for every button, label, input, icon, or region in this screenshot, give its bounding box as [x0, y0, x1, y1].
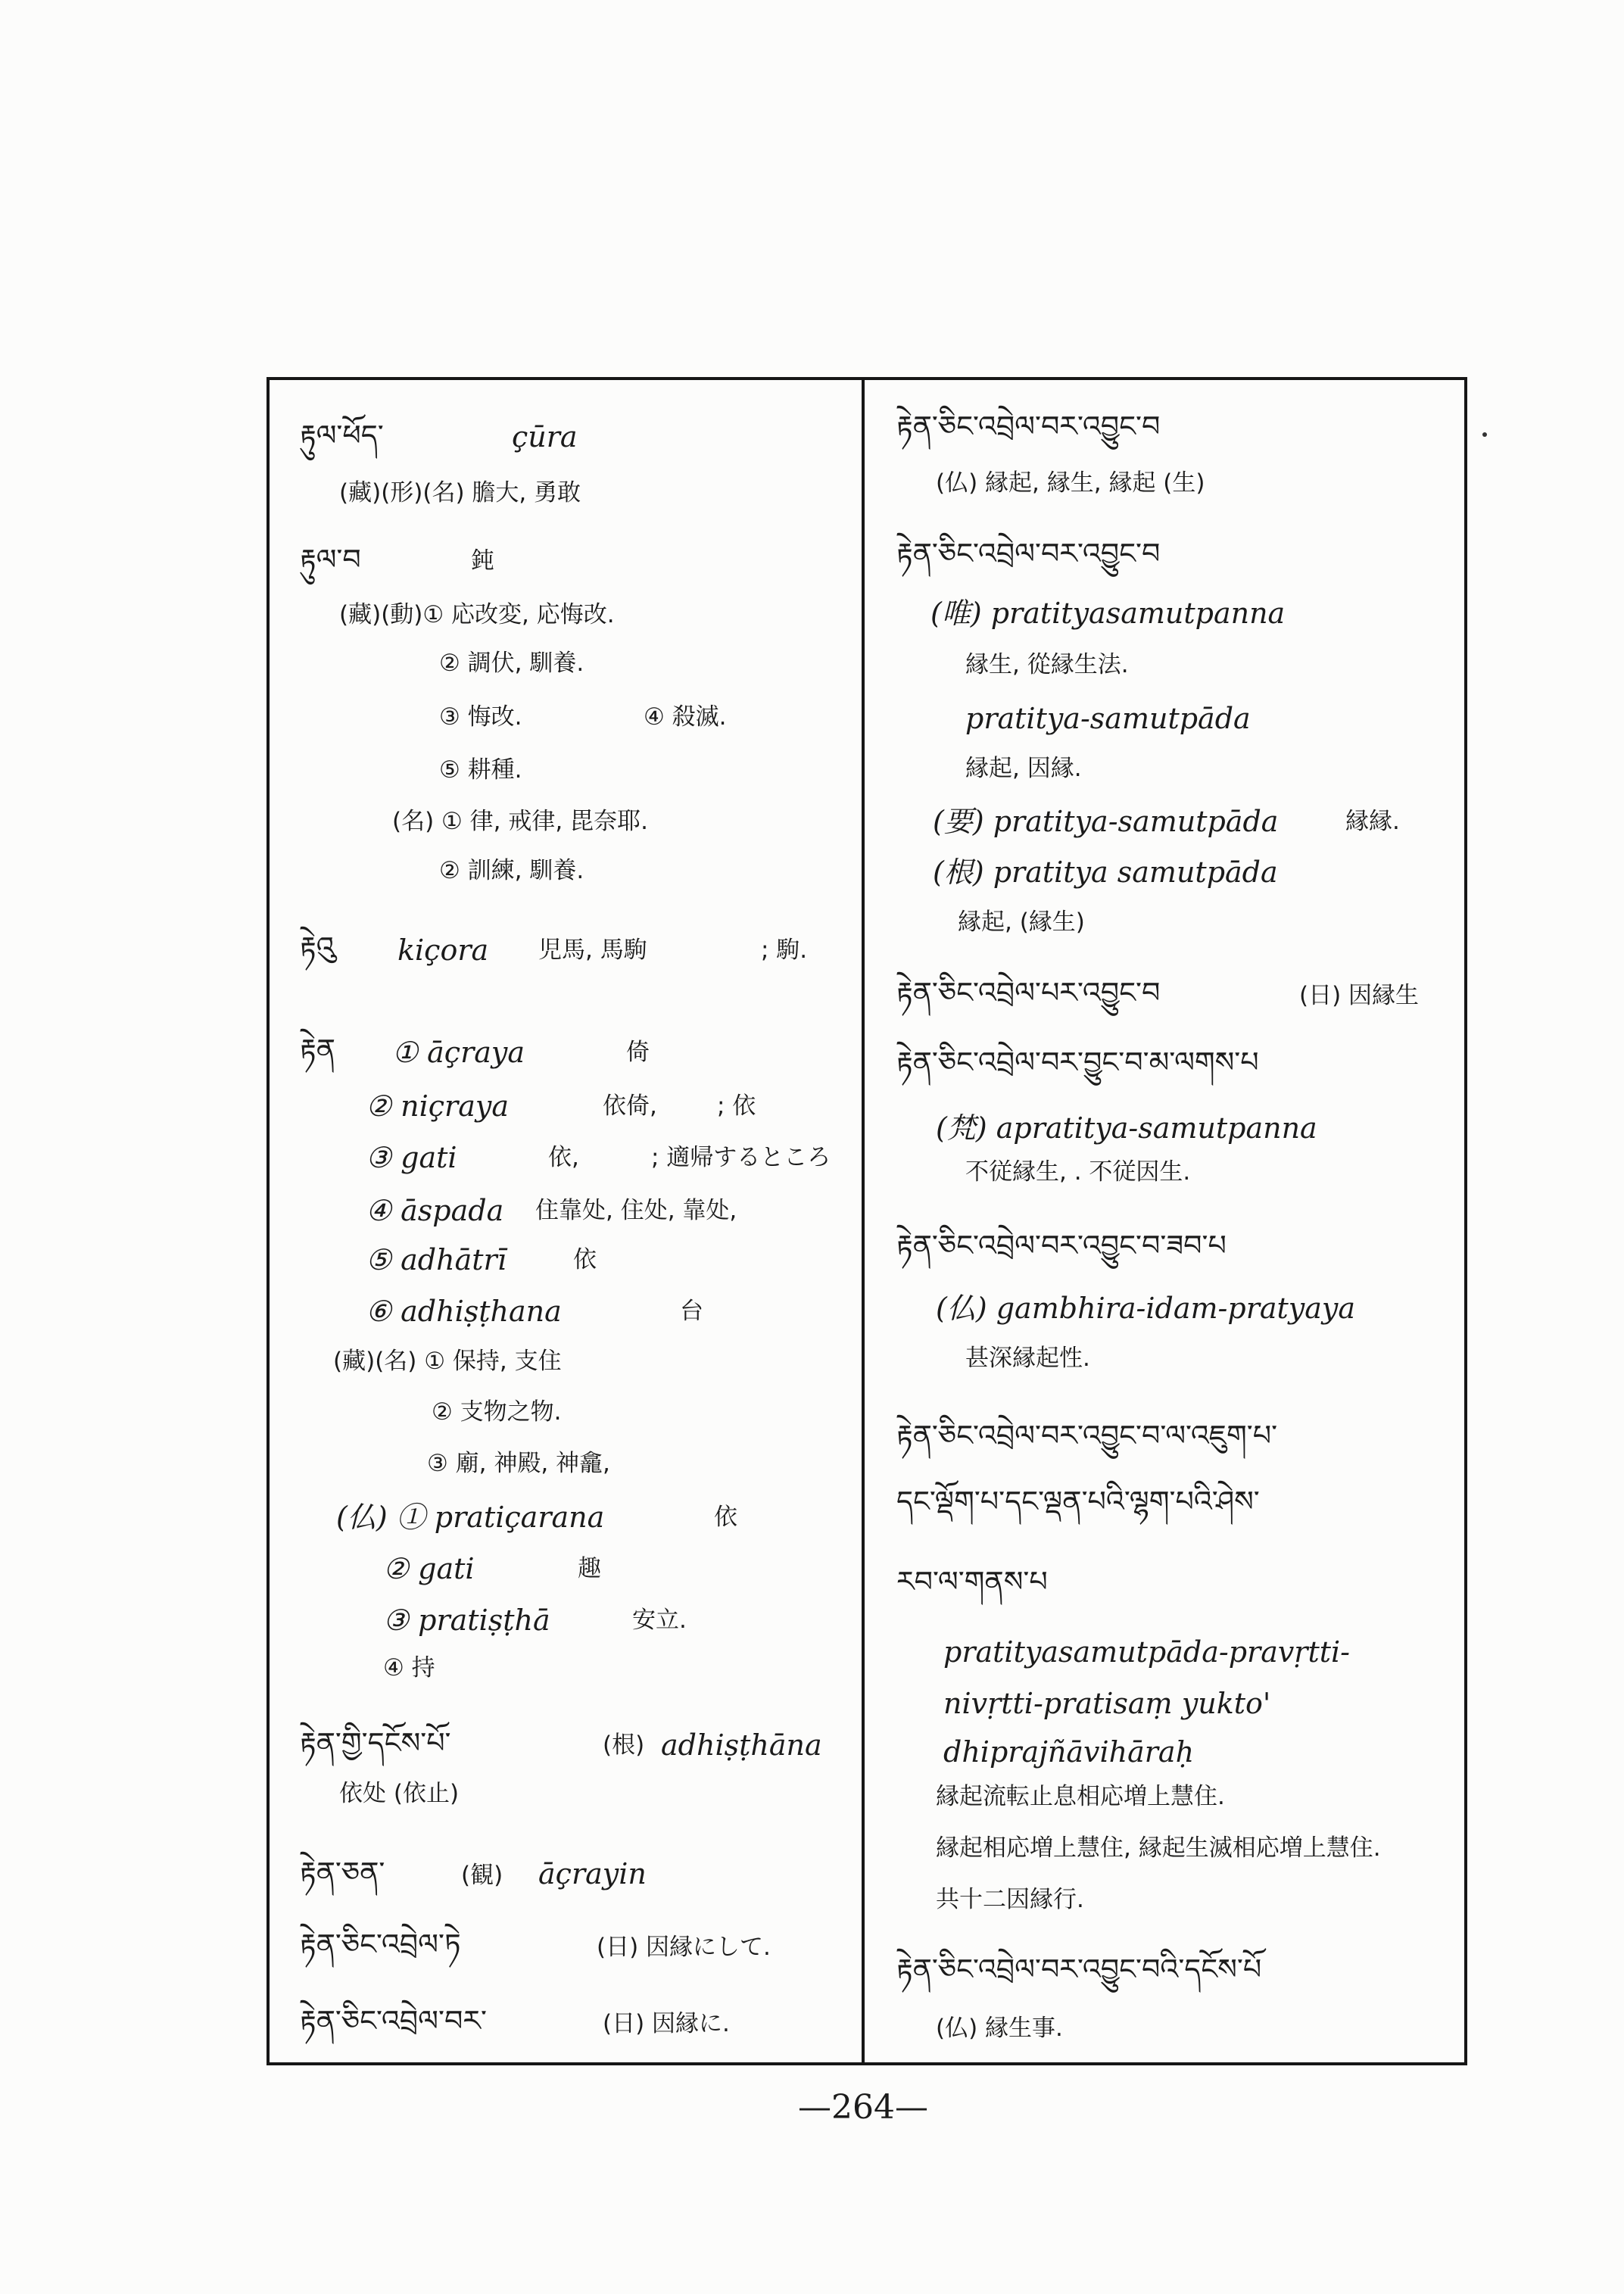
- sense-line: ④ 殺滅.: [644, 703, 727, 731]
- tibetan-headword: རྟེན་ཅིང་འབྲེལ་བར་བྱུང་བ་མ་ལགས་པ: [896, 1046, 1259, 1079]
- sanskrit-term: çūra: [512, 420, 578, 454]
- page-number: —264—: [798, 2088, 928, 2127]
- sanskrit-term: ⑥ adhiṣṭhana: [366, 1295, 562, 1328]
- gloss-text: 縁起, 因縁.: [965, 755, 1082, 782]
- gloss-text: 不従縁生, . 不従因生.: [965, 1158, 1191, 1186]
- sanskrit-term: (仏) ① pratiçarana: [336, 1501, 605, 1534]
- sense-line: ② 支物之物.: [432, 1398, 562, 1426]
- tibetan-headword: རྟེན: [300, 1033, 335, 1066]
- sanskrit-term: (仏) gambhira-idam-pratyaya: [936, 1292, 1356, 1325]
- sense-line: (藏)(名) ① 保持, 支住: [333, 1348, 562, 1375]
- gloss-text: 倚: [626, 1039, 650, 1066]
- tibetan-headword: རྟུལ་བ: [300, 543, 361, 576]
- tibetan-headword: རྟེན་ཅིང་འབྲེལ་བར་འབྱུང་བ་ལ་འཇུག་པ་: [896, 1419, 1278, 1452]
- gloss-text: (日) 因縁にして.: [597, 1934, 771, 1961]
- gloss-text: 住靠处, 住处, 靠处,: [535, 1197, 737, 1224]
- gloss-text: (日) 因縁に.: [603, 2010, 730, 2037]
- tibetan-headword: རབ་ལ་གནས་པ: [896, 1565, 1048, 1598]
- sense-line: 依处 (依止): [339, 1780, 460, 1807]
- tibetan-headword: རྟུལ་ཕོད་: [300, 419, 384, 452]
- gloss-text: 依: [714, 1504, 737, 1531]
- gloss-text: 安立.: [632, 1607, 687, 1634]
- tibetan-headword: དང་ལྡོག་པ་དང་ལྡན་པའི་ལྷག་པའི་ཤེས་: [896, 1485, 1260, 1518]
- gloss-text: 台: [680, 1298, 703, 1325]
- gloss-text: 縁起, (縁生): [958, 909, 1085, 936]
- sense-line: ⑤ 耕種.: [439, 756, 522, 784]
- sanskrit-term: ⑤ adhātrī: [366, 1243, 507, 1276]
- gloss-text: 縁起相応増上慧住, 縁起生滅相応増上慧住.: [936, 1834, 1381, 1862]
- sense-line: ④ 持: [383, 1654, 435, 1682]
- gloss-text: ; 適帰するところ: [651, 1144, 831, 1171]
- tibetan-headword: རྟེན་ཅིང་འབྲེལ་པར་འབྱུང་བ: [896, 976, 1161, 1009]
- gloss-text: 甚深縁起性.: [965, 1345, 1090, 1372]
- gloss-text: 共十二因縁行.: [936, 1886, 1084, 1913]
- gloss-text: 縁縁.: [1345, 808, 1400, 835]
- sanskrit-term: ① āçraya: [392, 1036, 525, 1069]
- sanskrit-term: ② gati: [383, 1552, 475, 1585]
- sense-line: ③ 廟, 神殿, 神龕,: [427, 1450, 610, 1477]
- sanskrit-term: pratitya-samutpāda: [965, 702, 1251, 735]
- tibetan-headword: རྟེའུ: [300, 930, 335, 964]
- gloss-text: 趣: [578, 1555, 601, 1582]
- tibetan-headword: རྟེན་ཅིང་འབྲེལ་བར་འབྱུང་བ: [896, 537, 1161, 570]
- sanskrit-term: adhiṣṭhāna: [661, 1728, 822, 1762]
- tibetan-headword: རྟེན་གྱི་དངོས་པོ་: [300, 1726, 451, 1759]
- sanskrit-term: kiçora: [397, 933, 489, 967]
- tibetan-headword: རྟེན་ཅིང་འབྲེལ་བར་འབྱུང་བ་ཟབ་པ: [896, 1229, 1227, 1262]
- sanskrit-term: ② niçraya: [366, 1089, 509, 1123]
- sense-line: ③ 悔改.: [439, 703, 522, 731]
- gloss-text: 児馬, 馬駒: [538, 937, 647, 964]
- sanskrit-term: ④ āspada: [366, 1194, 504, 1227]
- sanskrit-term: ③ pratiṣṭhā: [383, 1604, 550, 1637]
- sense-line: ② 調伏, 馴養.: [439, 650, 584, 677]
- gloss-text: 依,: [548, 1144, 579, 1171]
- gloss-text: (日) 因縁生: [1299, 982, 1420, 1009]
- sense-line: (仏) 縁生事.: [936, 2015, 1063, 2042]
- gloss-text: ; 駒.: [761, 937, 808, 964]
- sanskrit-term: (梵) apratitya-samutpanna: [936, 1111, 1317, 1145]
- sense-line: (藏)(動)① 応改変, 応悔改.: [339, 601, 615, 628]
- gloss-text: ; 依: [717, 1092, 756, 1120]
- gloss-text: 縁生, 從縁生法.: [965, 651, 1129, 678]
- sanskrit-term: (要) pratitya-samutpāda: [933, 805, 1279, 838]
- tibetan-headword: རྟེན་ཅིང་འབྲེལ་བར་: [300, 2004, 487, 2037]
- sanskrit-term: āçrayin: [538, 1857, 647, 1890]
- gloss-text: 依: [573, 1246, 597, 1273]
- right-column: [865, 377, 1464, 2065]
- sense-line: (名) ① 律, 戒律, 毘奈耶.: [392, 808, 648, 835]
- tibetan-headword: རྟེན་ཅིང་འབྲེལ་བར་འབྱུང་བའི་དངོས་པོ: [896, 1953, 1262, 1986]
- sanskrit-term: ③ gati: [366, 1141, 457, 1174]
- sense-line: (藏)(形)(名) 膽大, 勇敢: [339, 479, 581, 506]
- tibetan-headword: རྟེན་ཅིང་འབྲེལ་བར་འབྱུང་བ: [896, 410, 1161, 443]
- sanskrit-term: (根) pratitya samutpāda: [933, 856, 1278, 889]
- left-column: [267, 377, 862, 2065]
- sanskrit-term: dhiprajñāvihāraḥ: [943, 1735, 1195, 1769]
- sense-line: (仏) 縁起, 縁生, 縁起 (生): [936, 469, 1205, 497]
- sanskrit-term: (唯) pratityasamutpanna: [930, 597, 1286, 630]
- gloss-text: 依倚,: [603, 1092, 657, 1120]
- gloss-text: 縁起流転止息相応増上慧住.: [936, 1783, 1225, 1810]
- sense-line: ② 訓練, 馴養.: [439, 857, 584, 884]
- sanskrit-term: pratityasamutpāda-pravṛtti-: [943, 1635, 1351, 1669]
- sanskrit-term: nivṛtti-pratisaṃ yukto': [943, 1687, 1271, 1720]
- tibetan-headword: རྟེན་ཅན་: [300, 1856, 385, 1889]
- scan-speck: [1482, 432, 1487, 437]
- source-label: (根): [603, 1731, 645, 1759]
- source-label: (観): [461, 1862, 503, 1889]
- gloss-text: 鈍: [471, 547, 494, 575]
- tibetan-headword: རྟེན་ཅིང་འབྲེལ་ཏེ: [300, 1928, 461, 1961]
